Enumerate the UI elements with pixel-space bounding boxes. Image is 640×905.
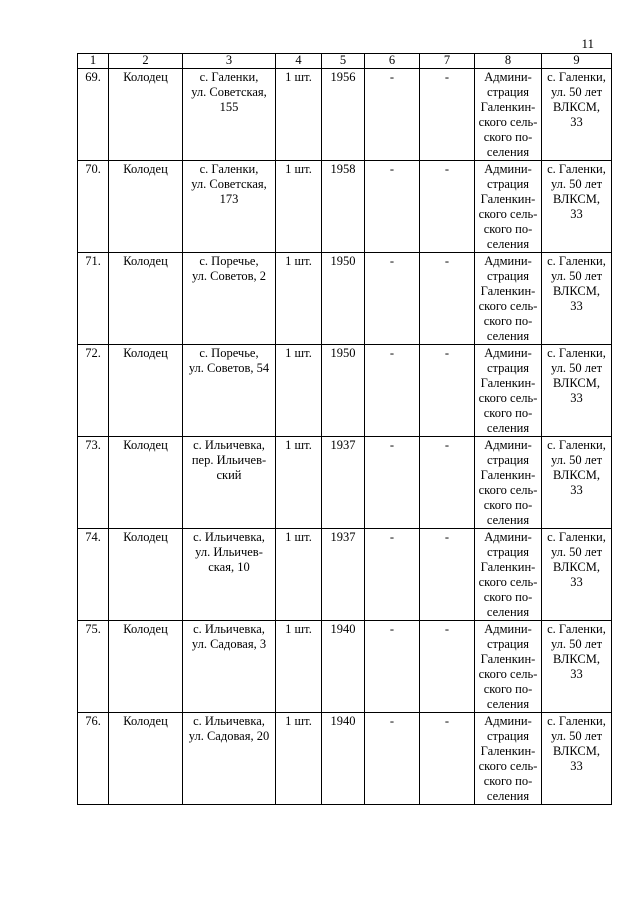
quantity-cell: 1 шт. [276,69,322,161]
address-cell-line: с. Ильичевка, [193,438,265,452]
holder-address-cell-line: ул. 50 лет [550,637,603,651]
holder-cell-line: Галенкин- [480,744,536,758]
quantity-cell: 1 шт. [276,161,322,253]
table-row [78,437,612,529]
header-cell-7: 7 [420,54,475,69]
object-name-cell: Колодец [109,437,183,529]
holder-cell-line: Админи- [484,346,532,360]
holder-cell-line: ского сель- [478,391,538,405]
holder-cell [475,253,542,345]
holder-address-cell-line: ВЛКСМ, [553,468,600,482]
quantity-cell: 1 шт. [276,345,322,437]
holder-cell-line: ского сель- [478,667,538,681]
address-cell-line: ул. Советская, [191,85,267,99]
holder-cell-line: страция [486,453,530,467]
holder-cell-line: ского по- [483,682,533,696]
holder-address-cell-line: ул. 50 лет [550,361,603,375]
holder-address-cell-line: ВЛКСМ, [553,100,600,114]
year-cell: 1950 [322,253,365,345]
address-cell-line: ул. Садовая, 20 [188,729,270,743]
holder-cell-line: Админи- [484,438,532,452]
address-cell-line: ул. Садовая, 3 [191,637,267,651]
table-body [78,69,612,805]
quantity-cell: 1 шт. [276,529,322,621]
row-number-cell: 76. [78,713,109,805]
holder-address-cell-line: с. Галенки, [547,714,606,728]
address-cell-line: ул. Советов, 54 [188,361,270,375]
address-cell [183,621,276,713]
holder-address-cell-line: 33 [570,667,583,681]
holder-address-cell-line: с. Галенки, [547,346,606,360]
holder-cell-line: страция [486,361,530,375]
address-cell-line: ул. Советов, 2 [191,269,267,283]
address-cell [183,529,276,621]
holder-address-cell-line: ВЛКСМ, [553,560,600,574]
holder-cell-line: селения [486,421,530,435]
column-6-cell: - [365,253,420,345]
holder-address-cell-line: 33 [570,207,583,221]
column-7-cell: - [420,253,475,345]
holder-address-cell-line: ул. 50 лет [550,85,603,99]
object-name-cell: Колодец [109,345,183,437]
column-7-cell: - [420,345,475,437]
holder-address-cell-line: 33 [570,299,583,313]
holder-cell-line: селения [486,697,530,711]
holder-address-cell [542,621,612,713]
column-6-cell: - [365,161,420,253]
header-cell-9: 9 [542,54,612,69]
holder-cell-line: селения [486,237,530,251]
header-cell-2: 2 [109,54,183,69]
holder-address-cell-line: с. Галенки, [547,162,606,176]
holder-cell-line: ского сель- [478,115,538,129]
address-cell-line: с. Галенки, [199,162,259,176]
page-number: 11 [581,36,594,51]
holder-cell-line: Галенкин- [480,468,536,482]
object-name-cell: Колодец [109,621,183,713]
object-name-cell: Колодец [109,529,183,621]
holder-cell-line: ского по- [483,130,533,144]
registry-table [77,53,612,805]
holder-address-cell [542,345,612,437]
holder-address-cell-line: ул. 50 лет [550,729,603,743]
table-row [78,713,612,805]
address-cell-line: ул. Ильичев- [195,545,263,559]
holder-address-cell-line: ул. 50 лет [550,453,603,467]
holder-cell-line: ского по- [483,222,533,236]
address-cell-line: 155 [219,100,239,114]
quantity-cell: 1 шт. [276,253,322,345]
column-7-cell: - [420,529,475,621]
year-cell: 1940 [322,621,365,713]
holder-address-cell [542,161,612,253]
row-number-cell: 75. [78,621,109,713]
address-cell [183,253,276,345]
object-name-cell: Колодец [109,69,183,161]
holder-address-cell-line: 33 [570,759,583,773]
holder-cell-line: ского по- [483,774,533,788]
header-cell-3: 3 [183,54,276,69]
holder-cell-line: Админи- [484,530,532,544]
column-7-cell: - [420,161,475,253]
column-7-cell: - [420,621,475,713]
column-7-cell: - [420,69,475,161]
object-name-cell: Колодец [109,713,183,805]
holder-address-cell-line: 33 [570,391,583,405]
row-number-cell: 73. [78,437,109,529]
holder-cell-line: Галенкин- [480,560,536,574]
year-cell: 1940 [322,713,365,805]
holder-address-cell-line: с. Галенки, [547,254,606,268]
row-number-cell: 70. [78,161,109,253]
address-cell [183,69,276,161]
holder-cell-line: селения [486,329,530,343]
holder-cell [475,161,542,253]
holder-address-cell-line: ул. 50 лет [550,269,603,283]
quantity-cell: 1 шт. [276,621,322,713]
holder-cell-line: Админи- [484,162,532,176]
column-6-cell: - [365,69,420,161]
holder-cell-line: ского по- [483,406,533,420]
header-cell-5: 5 [322,54,365,69]
holder-cell-line: селения [486,605,530,619]
year-cell: 1937 [322,437,365,529]
table-row [78,253,612,345]
holder-cell-line: селения [486,789,530,803]
holder-cell [475,69,542,161]
address-cell-line: 173 [219,192,239,206]
holder-cell [475,345,542,437]
column-6-cell: - [365,621,420,713]
holder-cell-line: страция [486,85,530,99]
holder-address-cell [542,69,612,161]
holder-address-cell-line: 33 [570,575,583,589]
holder-address-cell-line: ВЛКСМ, [553,652,600,666]
address-cell-line: с. Поречье, [199,254,259,268]
address-cell-line: с. Поречье, [199,346,259,360]
holder-cell [475,437,542,529]
holder-cell-line: селения [486,145,530,159]
holder-address-cell-line: ВЛКСМ, [553,744,600,758]
holder-cell-line: страция [486,637,530,651]
holder-address-cell [542,437,612,529]
holder-cell-line: ского сель- [478,299,538,313]
holder-address-cell-line: ВЛКСМ, [553,284,600,298]
table-row [78,161,612,253]
holder-address-cell-line: с. Галенки, [547,622,606,636]
holder-cell-line: Галенкин- [480,376,536,390]
holder-address-cell-line: ул. 50 лет [550,545,603,559]
row-number-cell: 69. [78,69,109,161]
column-6-cell: - [365,345,420,437]
holder-address-cell-line: 33 [570,483,583,497]
address-cell [183,713,276,805]
quantity-cell: 1 шт. [276,713,322,805]
header-cell-4: 4 [276,54,322,69]
year-cell: 1950 [322,345,365,437]
object-name-cell: Колодец [109,161,183,253]
holder-cell-line: Галенкин- [480,652,536,666]
table-row [78,621,612,713]
column-6-cell: - [365,713,420,805]
holder-address-cell-line: ул. 50 лет [550,177,603,191]
holder-address-cell-line: ВЛКСМ, [553,376,600,390]
holder-cell-line: Галенкин- [480,100,536,114]
address-cell-line: с. Ильичевка, [193,530,265,544]
holder-address-cell-line: 33 [570,115,583,129]
holder-cell-line: ского по- [483,590,533,604]
holder-cell-line: Галенкин- [480,284,536,298]
holder-cell-line: Админи- [484,254,532,268]
address-cell-line: ский [216,468,242,482]
header-cell-6: 6 [365,54,420,69]
table-row [78,345,612,437]
holder-cell-line: Админи- [484,70,532,84]
holder-address-cell [542,253,612,345]
holder-cell-line: страция [486,545,530,559]
header-cell-8: 8 [475,54,542,69]
column-6-cell: - [365,437,420,529]
table-header [78,54,612,69]
column-6-cell: - [365,529,420,621]
address-cell-line: пер. Ильичев- [191,453,267,467]
address-cell-line: с. Ильичевка, [193,714,265,728]
year-cell: 1956 [322,69,365,161]
holder-cell [475,713,542,805]
holder-cell-line: страция [486,729,530,743]
table-row [78,69,612,161]
address-cell-line: ская, 10 [208,560,250,574]
quantity-cell: 1 шт. [276,437,322,529]
holder-address-cell-line: с. Галенки, [547,530,606,544]
address-cell-line: с. Галенки, [199,70,259,84]
holder-cell-line: Админи- [484,714,532,728]
address-cell [183,345,276,437]
holder-cell-line: Админи- [484,622,532,636]
object-name-cell: Колодец [109,253,183,345]
holder-cell-line: ского по- [483,498,533,512]
address-cell-line: с. Ильичевка, [193,622,265,636]
holder-address-cell [542,529,612,621]
holder-cell [475,529,542,621]
row-number-cell: 72. [78,345,109,437]
row-number-cell: 74. [78,529,109,621]
address-cell [183,161,276,253]
address-cell [183,437,276,529]
holder-cell-line: ского сель- [478,759,538,773]
header-cell-1: 1 [78,54,109,69]
holder-address-cell-line: с. Галенки, [547,70,606,84]
row-number-cell: 71. [78,253,109,345]
year-cell: 1937 [322,529,365,621]
header-row [78,54,612,69]
holder-address-cell-line: ВЛКСМ, [553,192,600,206]
column-7-cell: - [420,437,475,529]
holder-address-cell-line: с. Галенки, [547,438,606,452]
holder-cell-line: страция [486,177,530,191]
address-cell-line: ул. Советская, [191,177,267,191]
holder-cell-line: селения [486,513,530,527]
holder-address-cell [542,713,612,805]
holder-cell-line: ского сель- [478,483,538,497]
table-row [78,529,612,621]
column-7-cell: - [420,713,475,805]
year-cell: 1958 [322,161,365,253]
holder-cell-line: ского сель- [478,207,538,221]
holder-cell-line: ского по- [483,314,533,328]
holder-cell-line: ского сель- [478,575,538,589]
holder-cell [475,621,542,713]
holder-cell-line: страция [486,269,530,283]
holder-cell-line: Галенкин- [480,192,536,206]
